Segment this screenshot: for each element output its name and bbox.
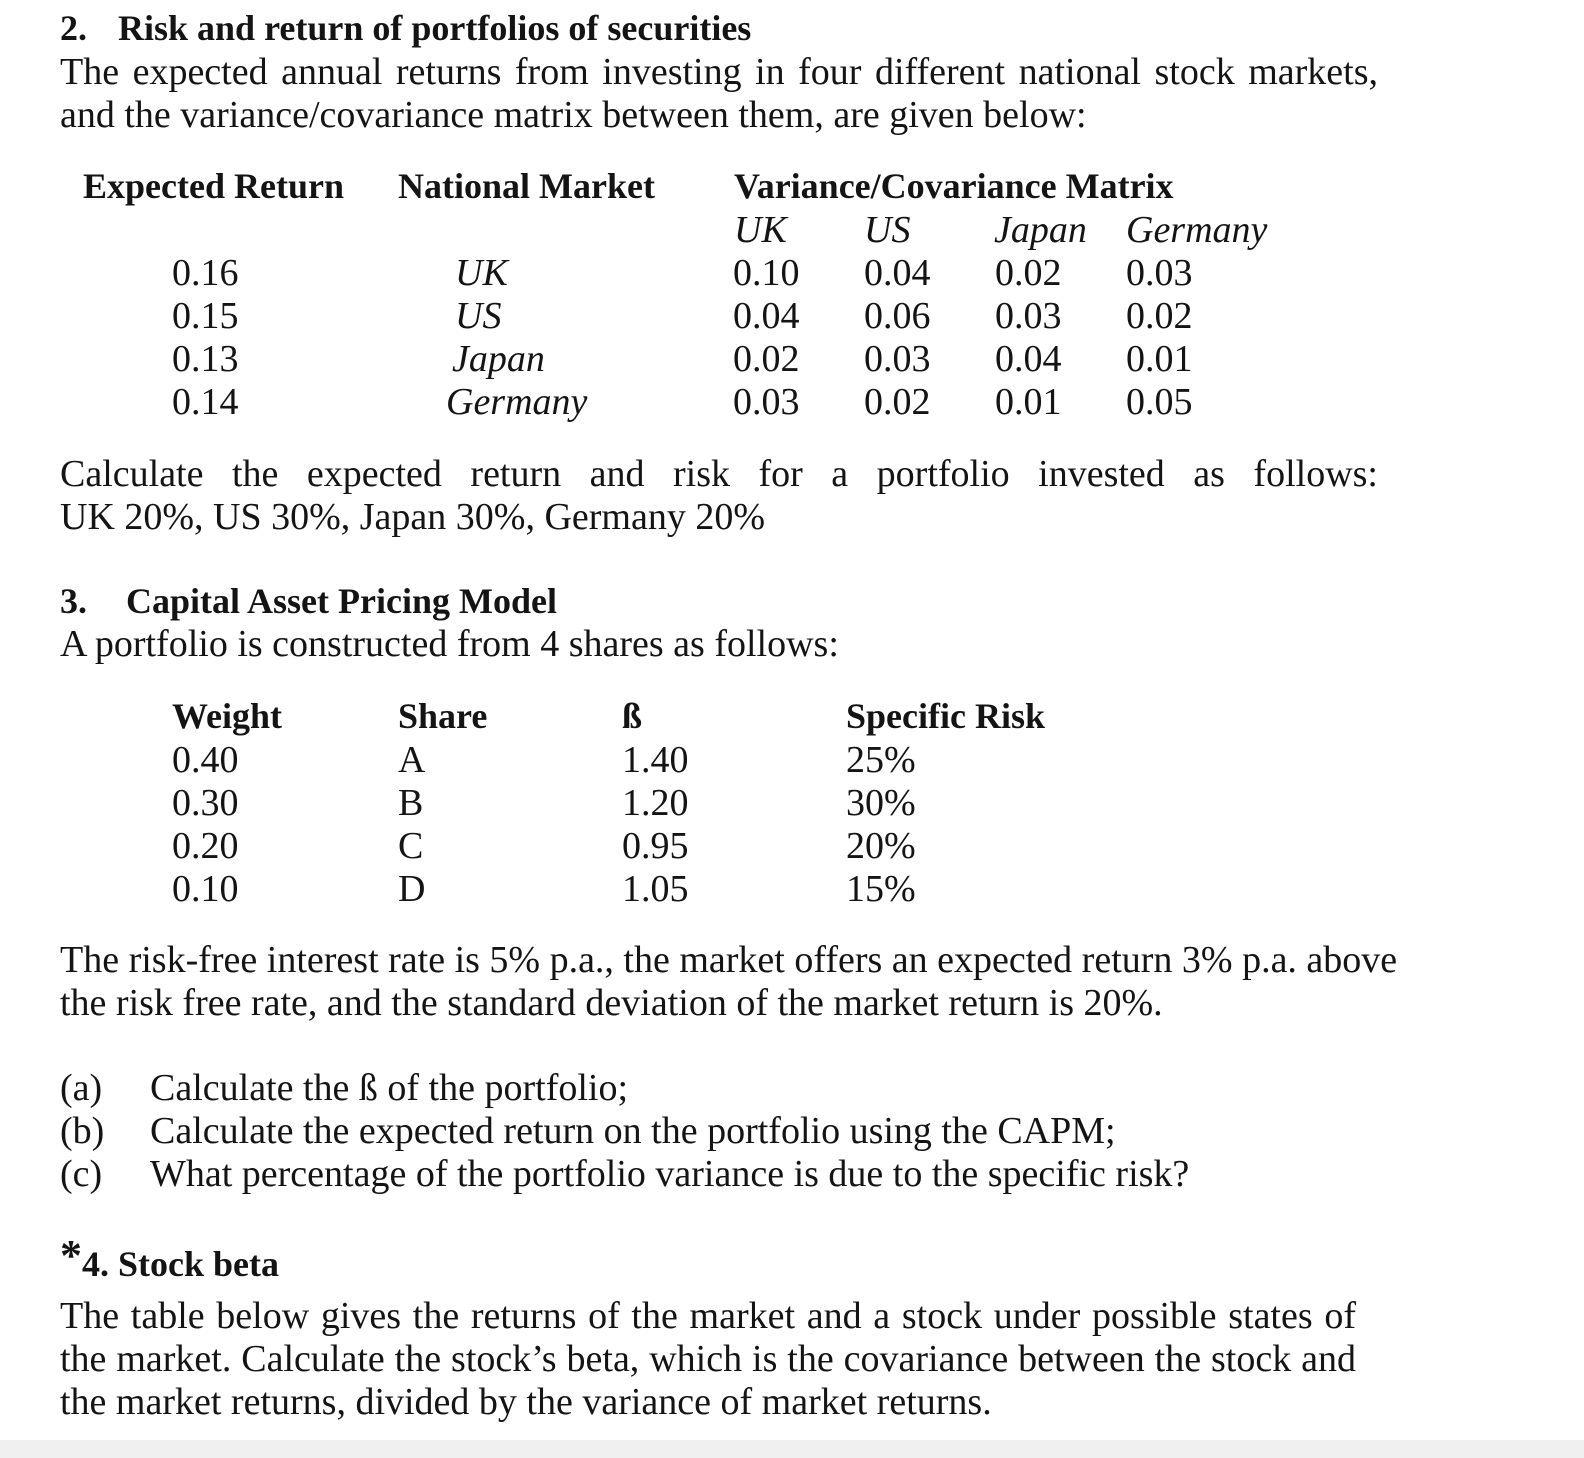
section-2-intro-line-1: The expected annual returns from investing in four different national stock markets, bbox=[60, 51, 1378, 93]
section-2-question-line-1: Calculate the expected return and risk for a portfolio invested as follows: bbox=[60, 453, 1378, 495]
matrix-col-uk: UK bbox=[734, 209, 787, 251]
question-a-label: (a) bbox=[60, 1067, 103, 1109]
header-specific-risk: Specific Risk bbox=[846, 696, 1046, 736]
section-2-number: 2. bbox=[60, 8, 87, 48]
market-germany: Germany bbox=[446, 381, 588, 423]
section-3-heading: Capital Asset Pricing Model bbox=[126, 581, 557, 621]
cov-japan-uk: 0.02 bbox=[733, 338, 800, 380]
question-c-text: What percentage of the portfolio variance is due to the specific risk? bbox=[150, 1153, 1190, 1195]
expected-return-japan: 0.13 bbox=[172, 338, 239, 380]
cov-japan-germany: 0.01 bbox=[1126, 338, 1193, 380]
matrix-col-germany: Germany bbox=[1126, 209, 1268, 251]
cov-germany-japan: 0.01 bbox=[995, 381, 1062, 423]
section-4-line-1: The table below gives the returns of the market and a stock under possible states of bbox=[60, 1295, 1356, 1337]
page-bottom-edge bbox=[0, 1440, 1584, 1458]
beta-a: 1.40 bbox=[622, 739, 689, 781]
section-4-heading: 4. Stock beta bbox=[82, 1244, 279, 1284]
cov-uk-us: 0.04 bbox=[864, 252, 931, 294]
cov-us-japan: 0.03 bbox=[995, 295, 1062, 337]
specific-risk-c: 20% bbox=[846, 825, 916, 867]
cov-japan-japan: 0.04 bbox=[995, 338, 1062, 380]
specific-risk-a: 25% bbox=[846, 739, 916, 781]
star-marker: * bbox=[60, 1231, 82, 1280]
section-4-title bbox=[60, 1231, 279, 1284]
cov-uk-germany: 0.03 bbox=[1126, 252, 1193, 294]
section-3-text-line-2: the risk free rate, and the standard deviation of the market return is 20%. bbox=[60, 982, 1163, 1024]
cov-us-uk: 0.04 bbox=[733, 295, 800, 337]
weight-a: 0.40 bbox=[172, 739, 239, 781]
section-3-intro: A portfolio is constructed from 4 shares as follows: bbox=[60, 623, 839, 665]
specific-risk-d: 15% bbox=[846, 868, 916, 910]
section-3-number: 3. bbox=[60, 581, 87, 621]
question-b-text: Calculate the expected return on the portfolio using the CAPM; bbox=[150, 1110, 1116, 1152]
header-national-market: National Market bbox=[398, 166, 655, 206]
cov-uk-uk: 0.10 bbox=[733, 252, 800, 294]
cov-japan-us: 0.03 bbox=[864, 338, 931, 380]
share-c: C bbox=[398, 825, 424, 867]
cov-germany-us: 0.02 bbox=[864, 381, 931, 423]
matrix-col-us: US bbox=[864, 209, 911, 251]
beta-c: 0.95 bbox=[622, 825, 689, 867]
section-3-title bbox=[60, 583, 557, 619]
header-matrix: Variance/Covariance Matrix bbox=[734, 166, 1174, 206]
cov-us-germany: 0.02 bbox=[1126, 295, 1193, 337]
expected-return-us: 0.15 bbox=[172, 295, 239, 337]
share-b: B bbox=[398, 782, 424, 824]
header-share: Share bbox=[398, 696, 488, 736]
section-2-title bbox=[60, 10, 751, 46]
weight-b: 0.30 bbox=[172, 782, 239, 824]
market-japan: Japan bbox=[452, 338, 545, 380]
header-weight: Weight bbox=[172, 696, 283, 736]
beta-b: 1.20 bbox=[622, 782, 689, 824]
expected-return-uk: 0.16 bbox=[172, 252, 239, 294]
cov-us-us: 0.06 bbox=[864, 295, 931, 337]
section-3-text-line-1: The risk-free interest rate is 5% p.a., the market offers an expected return 3% p.a. above bbox=[60, 939, 1398, 981]
weight-c: 0.20 bbox=[172, 825, 239, 867]
market-uk: UK bbox=[455, 252, 508, 294]
section-2-intro-line-2: and the variance/covariance matrix between them, are given below: bbox=[60, 94, 1087, 136]
share-d: D bbox=[398, 868, 426, 910]
cov-germany-germany: 0.05 bbox=[1126, 381, 1193, 423]
matrix-col-japan: Japan bbox=[994, 209, 1087, 251]
section-2-heading: Risk and return of portfolios of securities bbox=[118, 8, 752, 48]
header-beta: ß bbox=[622, 696, 643, 736]
question-a-text: Calculate the ß of the portfolio; bbox=[150, 1067, 629, 1109]
specific-risk-b: 30% bbox=[846, 782, 916, 824]
expected-return-germany: 0.14 bbox=[172, 381, 239, 423]
market-us: US bbox=[455, 295, 502, 337]
section-4-line-3: the market returns, divided by the variance of market returns. bbox=[60, 1381, 992, 1423]
section-4-line-2: the market. Calculate the stock’s beta, which is the covariance between the stock and bbox=[60, 1338, 1356, 1380]
question-b-label: (b) bbox=[60, 1110, 105, 1152]
beta-d: 1.05 bbox=[622, 868, 689, 910]
cov-germany-uk: 0.03 bbox=[733, 381, 800, 423]
cov-uk-japan: 0.02 bbox=[995, 252, 1062, 294]
question-c-label: (c) bbox=[60, 1153, 103, 1195]
header-expected-return: Expected Return bbox=[83, 166, 344, 206]
section-2-question-line-2: UK 20%, US 30%, Japan 30%, Germany 20% bbox=[60, 496, 765, 538]
share-a: A bbox=[398, 739, 426, 781]
weight-d: 0.10 bbox=[172, 868, 239, 910]
